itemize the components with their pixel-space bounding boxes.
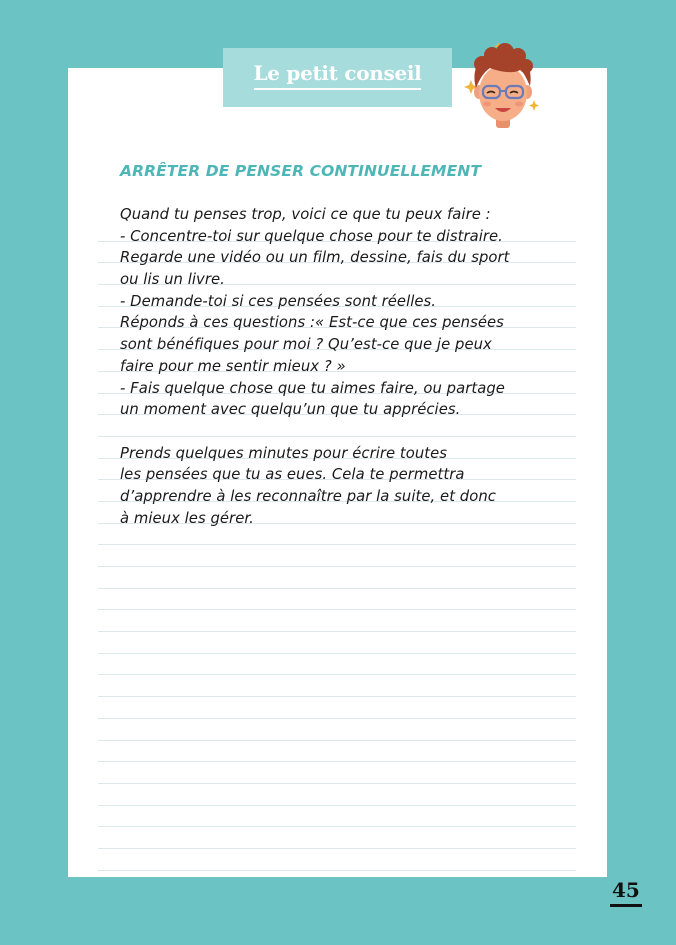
writing-line (98, 762, 576, 784)
text-line: - Demande-toi si ces pensées sont réelles. (120, 292, 437, 310)
tip-badge-label: Le petit conseil (254, 61, 422, 90)
writing-line (98, 697, 576, 719)
writing-line (98, 741, 576, 763)
tip-badge (223, 48, 452, 107)
page-number: 45 (610, 877, 642, 907)
writing-line (98, 567, 576, 589)
writing-line (98, 849, 576, 871)
writing-line (98, 806, 576, 828)
writing-line (98, 784, 576, 806)
text-line: Prends quelques minutes pour écrire toutes (120, 444, 448, 462)
text-line: Réponds à ces questions :« Est-ce que ces pensées (120, 314, 504, 332)
writing-line (98, 610, 576, 632)
writing-line (98, 589, 576, 611)
text-line: Regarde une vidéo ou un film, dessine, fais du sport (120, 249, 510, 267)
text-line: un moment avec quelqu’un que tu apprécies. (120, 401, 461, 419)
text-line: ou lis un livre. (120, 271, 225, 289)
text-line: sont bénéfiques pour moi ? Qu’est-ce que je peux (120, 336, 492, 354)
text-line: Quand tu penses trop, voici ce que tu peux faire : (120, 206, 491, 223)
text-line: - Concentre-toi sur quelque chose pour te distraire. (120, 227, 503, 245)
writing-line (98, 719, 576, 741)
text-line: faire pour me sentir mieux ? » (120, 357, 346, 375)
writing-line (98, 632, 576, 654)
writing-line (98, 654, 576, 676)
writing-line (98, 675, 576, 697)
paragraph-gap (120, 421, 580, 443)
text-line: d’apprendre à les reconnaître par la suite, et donc (120, 487, 496, 505)
text-line: les pensées que tu as eues. Cela te permettra (120, 466, 465, 484)
boy-avatar-icon (460, 38, 544, 132)
body-text (120, 204, 580, 529)
writing-line (98, 827, 576, 849)
writing-line (98, 545, 576, 567)
text-line: à mieux les gérer. (120, 509, 254, 527)
section-heading: ARRÊTER DE PENSER CONTINUELLEMENT (120, 162, 482, 180)
text-line: - Fais quelque chose que tu aimes faire, ou partage (120, 379, 505, 397)
